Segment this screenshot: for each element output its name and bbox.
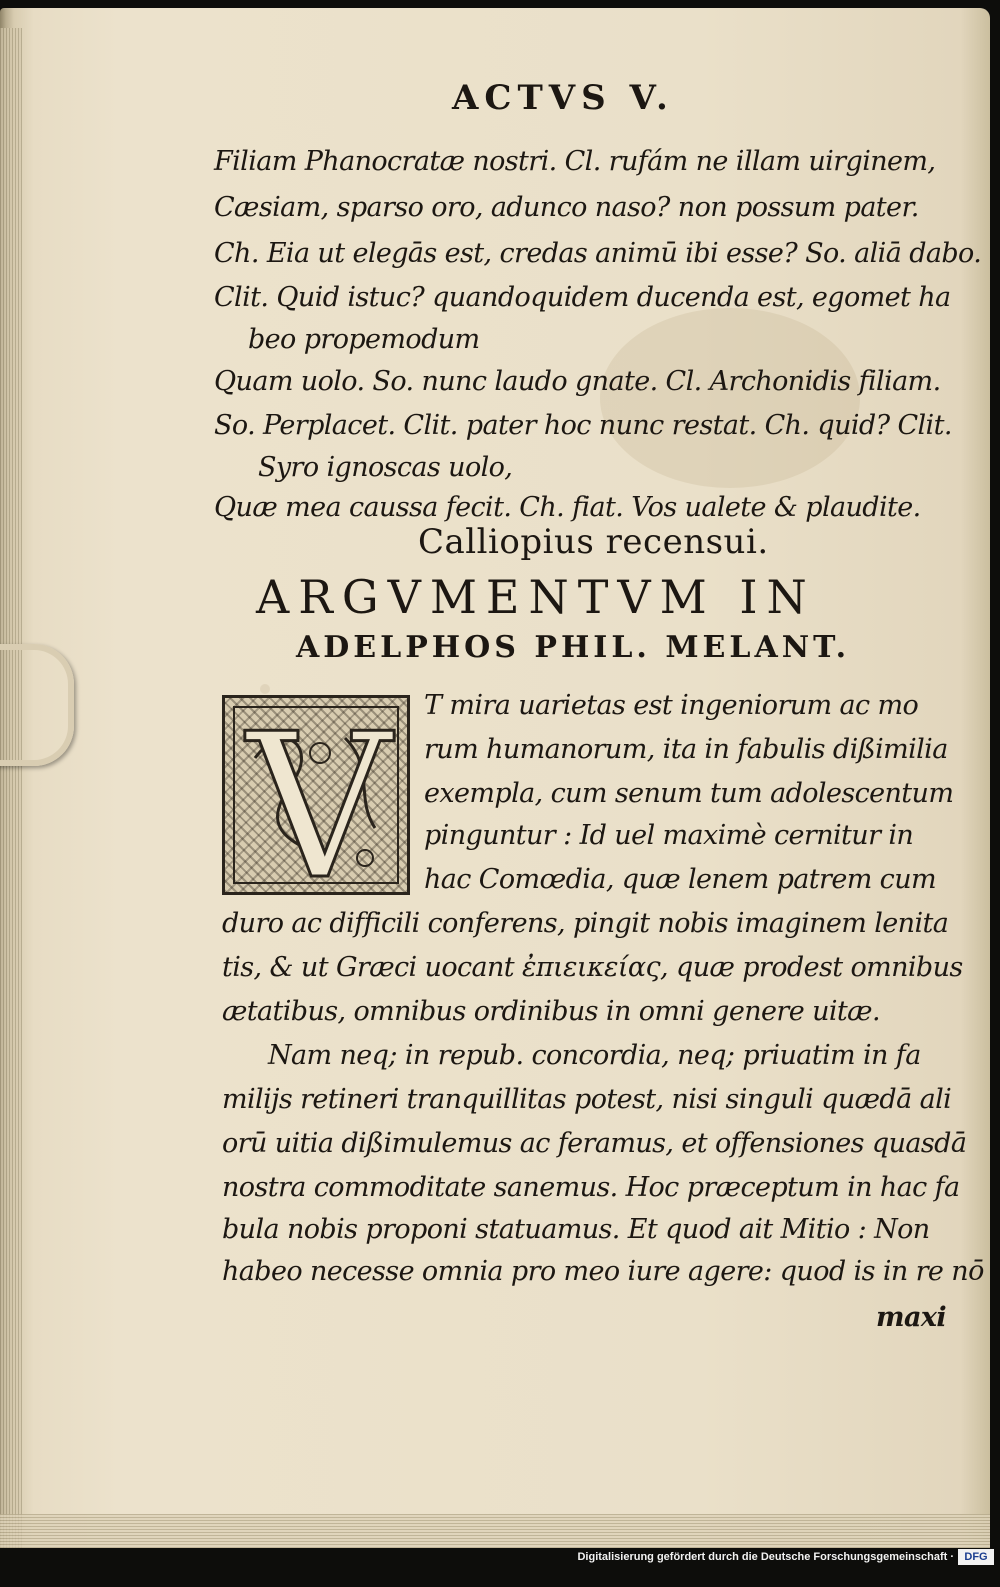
- section-title: ARGVMENTVM IN: [256, 570, 816, 624]
- verse-line: Filiam Phanocratæ nostri. Cl. rufám ne illam uirginem,: [214, 146, 936, 177]
- book-clasp: [0, 644, 74, 766]
- section-subtitle: ADELPHOS PHIL. MELANT.: [296, 630, 851, 665]
- paper-stain: [600, 308, 860, 488]
- verse-line: Quam uolo. So. nunc laudo gnate. Cl. Archonidis filiam.: [214, 366, 941, 397]
- verse-line: beo propemodum: [248, 324, 480, 355]
- svg-text:V: V: [246, 698, 392, 898]
- decorated-initial: [222, 695, 410, 898]
- signature-line: Calliopius recensui.: [418, 522, 769, 562]
- verse-line: So. Perplacet. Clit. pater hoc nunc restat. Ch. quid? Clit.: [214, 410, 952, 441]
- argument-line: T mira uarietas est ingeniorum ac mo: [424, 690, 919, 721]
- verse-line: Ch. Eia ut elegās est, credas animū ibi esse? So. aliā dabo.: [214, 238, 982, 269]
- argument-line: tis, & ut Græci uocant ἐπιεικείας, quæ prodest omnibus: [222, 952, 963, 983]
- argument-line: rum humanorum, ita in fabulis dißimilia: [424, 734, 948, 765]
- verse-line: Clit. Quid istuc? quandoquidem ducenda est, egomet ha: [214, 282, 951, 313]
- verse-line: Quæ mea caussa fecit. Ch. fiat. Vos ualete & plaudite.: [214, 492, 921, 523]
- running-head: ACTVS V.: [452, 78, 674, 118]
- verse-line: Syro ignoscas uolo,: [258, 452, 513, 483]
- dfg-logo-icon: DFG: [958, 1549, 994, 1565]
- argument-line: pinguntur : Id uel maximè cernitur in: [424, 820, 914, 851]
- page-edge-left: [0, 28, 22, 1548]
- argument-line: ætatibus, omnibus ordinibus in omni genere uitæ.: [222, 996, 880, 1027]
- argument-line: orū uitia dißimulemus ac feramus, et offensiones quasdā: [222, 1128, 967, 1159]
- argument-line: nostra commoditate sanemus. Hoc præceptum in hac fa: [222, 1172, 960, 1203]
- argument-line: hac Comœdia, quæ lenem patrem cum: [424, 864, 937, 895]
- argument-line: bula nobis proponi statuamus. Et quod ait Mitio : Non: [222, 1214, 930, 1245]
- catchword: maxi: [876, 1302, 947, 1333]
- argument-line: habeo necesse omnia pro meo iure agere: quod is in re nō: [222, 1256, 984, 1287]
- footer-credit: Digitalisierung gefördert durch die Deutsche Forschungsgemeinschaft ·: [577, 1551, 954, 1563]
- argument-line: duro ac difficili conferens, pingit nobis imaginem lenita: [222, 908, 949, 939]
- argument-line: Nam neq; in repub. concordia, neq; priuatim in fa: [268, 1040, 921, 1071]
- argument-line: exempla, cum senum tum adolescentum: [424, 778, 954, 809]
- ink-spot: [260, 684, 270, 694]
- verse-line: Cæsiam, sparso oro, adunco naso? non possum pater.: [214, 192, 919, 223]
- argument-line: milijs retineri tranquillitas potest, nisi singuli quædā ali: [222, 1084, 952, 1115]
- initial-letter-v: [225, 698, 413, 898]
